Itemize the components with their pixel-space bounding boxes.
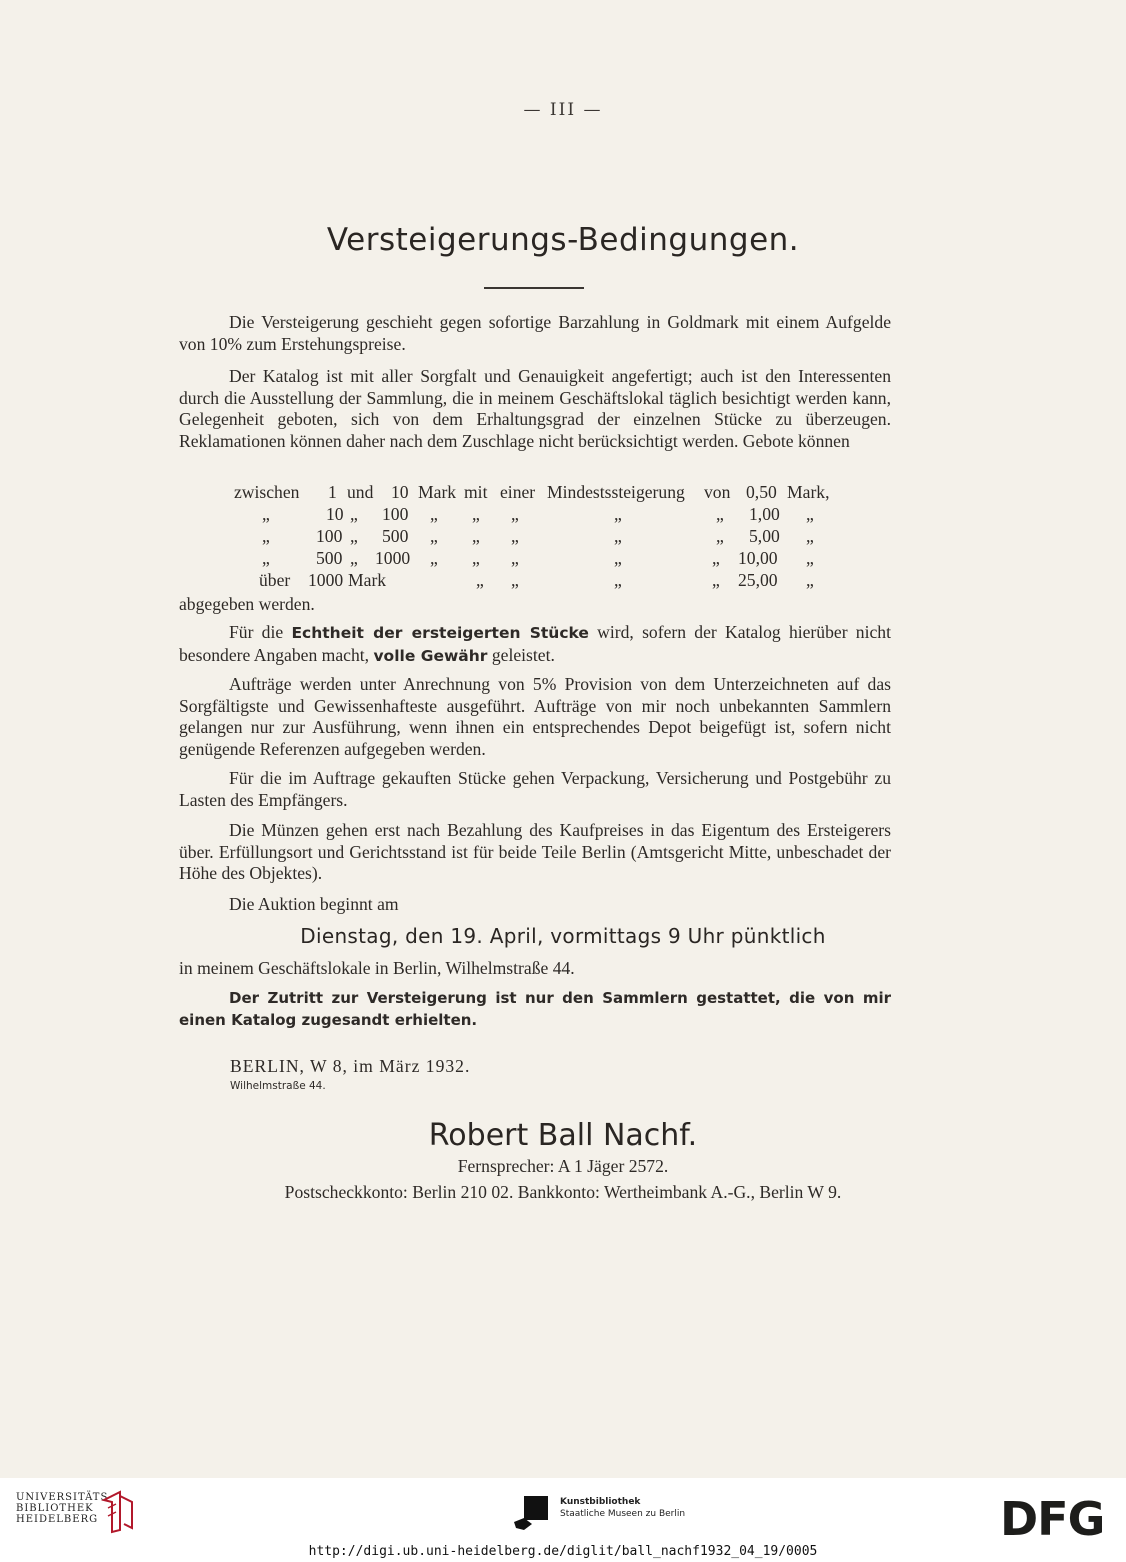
- paragraph-text: [179, 622, 891, 667]
- table-cell: von: [704, 482, 731, 502]
- paragraph-text: Der Katalog ist mit aller Sorgfalt und Genauigkeit angefertigt; auch ist den Interessenten durch die Ausstellung der Sammlung, die in meinem Geschäftslokal täglich besichtigt werden kann, Gelegenheit geboten, sich von dem Erhaltungsgrad der einzelnen Stücke zu überzeugen. Reklamationen können daher nach dem Zuschlage nicht berücksichtigt werden. Gebote können: [179, 366, 891, 451]
- table-cell: „: [614, 548, 622, 568]
- table-cell: „: [476, 570, 484, 590]
- table-cell: 10,00: [738, 548, 778, 568]
- table-cell: „: [511, 570, 519, 590]
- table-cell: über: [259, 570, 291, 590]
- paragraph-catalog: [179, 366, 891, 452]
- table-cell: „: [806, 548, 814, 568]
- table-cell: „: [716, 526, 724, 546]
- paragraph-text: Die Versteigerung geschieht gegen sofortige Barzahlung in Goldmark mit einem Aufgelde von 10% zum Erstehungspreise.: [179, 312, 891, 354]
- ub-heidelberg-logo-icon: [100, 1488, 136, 1534]
- table-cell: mit: [464, 482, 488, 502]
- table-cell: Mindestssteigerung: [547, 482, 685, 502]
- table-cell: „: [262, 548, 270, 568]
- table-cell: „: [350, 548, 358, 568]
- text-run: wird, sofern der Katalog hierüber nicht besondere Angaben macht,: [179, 622, 891, 665]
- page-title: Versteigerungs-Bedingungen.: [326, 222, 800, 258]
- ub-line: BIBLIOTHEK: [16, 1503, 94, 1514]
- table-cell: „: [472, 526, 480, 546]
- table-cell: 100: [316, 526, 343, 546]
- table-cell: „: [511, 526, 519, 546]
- table-row: [0, 548, 1126, 570]
- table-cell: „: [614, 504, 622, 524]
- table-cell: 1,00: [749, 504, 780, 524]
- firm-name: Robert Ball Nachf.: [428, 1118, 698, 1153]
- paragraph-shipping: [179, 768, 891, 811]
- table-cell: und: [347, 482, 374, 502]
- table-cell: 10: [326, 504, 344, 524]
- kb-line: Staatliche Museen zu Berlin: [560, 1509, 686, 1519]
- paragraph-payment: [179, 312, 891, 355]
- table-cell: Mark,: [787, 482, 830, 502]
- paragraph-text: Die Auktion beginnt am: [229, 894, 399, 914]
- table-cell: Mark: [348, 570, 387, 590]
- table-cell: „: [806, 570, 814, 590]
- table-cell: „: [511, 504, 519, 524]
- kb-line: Kunstbibliothek: [560, 1497, 641, 1507]
- table-row: [0, 482, 1126, 504]
- admission-notice: Der Zutritt zur Versteigerung ist nur den Sammlern gestattet, die von mir einen Katalog zugesandt erhielten.: [179, 989, 891, 1029]
- permalink-url[interactable]: http://digi.ub.uni-heidelberg.de/diglit/ball_nachf1932_04_19/0005: [308, 1544, 818, 1559]
- ub-line: HEIDELBERG: [16, 1514, 99, 1525]
- paragraph-text: in meinem Geschäftslokale in Berlin, Wilhelmstraße 44.: [179, 958, 575, 978]
- table-row: [0, 526, 1126, 548]
- paragraph-auction-start: [179, 894, 891, 916]
- location-line: [179, 958, 891, 980]
- table-cell: 500: [382, 526, 409, 546]
- text-run: geleistet.: [487, 644, 555, 665]
- dfg-logo: DFG: [1000, 1492, 1105, 1546]
- table-cell: „: [430, 526, 438, 546]
- table-cell: 500: [316, 548, 343, 568]
- table-cell: „: [430, 504, 438, 524]
- table-cell: „: [806, 504, 814, 524]
- table-cell: 1000: [308, 570, 344, 590]
- text-run: Für die: [229, 622, 292, 642]
- auction-date: Dienstag, den 19. April, vormittags 9 Uhr pünktlich: [300, 924, 826, 948]
- table-cell: 25,00: [738, 570, 778, 590]
- page-number: — III —: [523, 100, 603, 120]
- table-cell: „: [712, 570, 720, 590]
- paragraph-text: Die Münzen gehen erst nach Bezahlung des Kaufpreises in das Eigentum des Ersteigerers über. Erfüllungsort und Gerichtsstand ist für beide Teile Berlin (Amtsgericht Mitte, unbeschadet der Höhe des Objektes).: [179, 820, 891, 884]
- table-cell: 1: [328, 482, 337, 502]
- digitization-footer: [0, 1478, 1126, 1562]
- table-cell: „: [430, 548, 438, 568]
- table-cell: 1000: [375, 548, 411, 568]
- table-cell: zwischen: [234, 482, 300, 502]
- paragraph-authenticity: [179, 622, 891, 667]
- paragraph-text: abgegeben werden.: [179, 594, 315, 614]
- phone-line: Fernsprecher: A 1 Jäger 2572.: [457, 1156, 669, 1176]
- table-cell: „: [716, 504, 724, 524]
- ub-line: UNIVERSITÄTS-: [16, 1492, 114, 1503]
- paragraph-text: Für die im Auftrage gekauften Stücke gehen Verpackung, Versicherung und Postgebühr zu Lasten des Empfängers.: [179, 768, 891, 810]
- place-date: BERLIN, W 8, im März 1932.: [230, 1056, 471, 1076]
- table-cell: einer: [500, 482, 536, 502]
- table-cell: „: [511, 548, 519, 568]
- table-cell: 100: [382, 504, 409, 524]
- table-cell: „: [614, 526, 622, 546]
- table-cell: „: [262, 526, 270, 546]
- table-cell: „: [614, 570, 622, 590]
- table-cell: „: [472, 504, 480, 524]
- ub-heidelberg-label: [16, 1492, 113, 1525]
- table-row: [0, 504, 1126, 526]
- paragraph-orders: [179, 674, 891, 760]
- table-cell: 10: [391, 482, 409, 502]
- table-cell: „: [350, 526, 358, 546]
- table-cell: „: [472, 548, 480, 568]
- accounts-line: Postscheckkonto: Berlin 210 02. Bankkonto: Wertheimbank A.-G., Berlin W 9.: [284, 1182, 842, 1202]
- table-row: [0, 570, 1126, 592]
- table-cell: „: [806, 526, 814, 546]
- table-cell: „: [712, 548, 720, 568]
- paragraph-ownership: [179, 820, 891, 885]
- kunstbibliothek-logo-icon: [514, 1496, 548, 1532]
- bold-text: volle Gewähr: [373, 646, 488, 665]
- table-cell: 5,00: [749, 526, 780, 546]
- paragraph-text: Aufträge werden unter Anrechnung von 5% Provision von dem Unterzeichneten auf das Sorgfältigste und Gewissenhafteste ausgeführt. Aufträge von mir noch unbekannten Sammlern gelangen nur zur Ausführung, wenn ihnen ein entsprechendes Depot beigefügt ist, sofern nicht genügende Referenzen aufgegeben werden.: [179, 674, 891, 759]
- table-cell: 0,50: [746, 482, 777, 502]
- table-cell: „: [262, 504, 270, 524]
- table-cell: „: [350, 504, 358, 524]
- title-divider: [484, 287, 584, 289]
- paragraph-abgegeben: [179, 594, 891, 616]
- bid-increment-table: [0, 482, 1126, 592]
- kunstbibliothek-label: [560, 1496, 685, 1520]
- street-address: Wilhelmstraße 44.: [230, 1080, 326, 1092]
- bold-text: Echtheit der ersteigerten Stücke: [291, 624, 589, 642]
- table-cell: Mark: [418, 482, 457, 502]
